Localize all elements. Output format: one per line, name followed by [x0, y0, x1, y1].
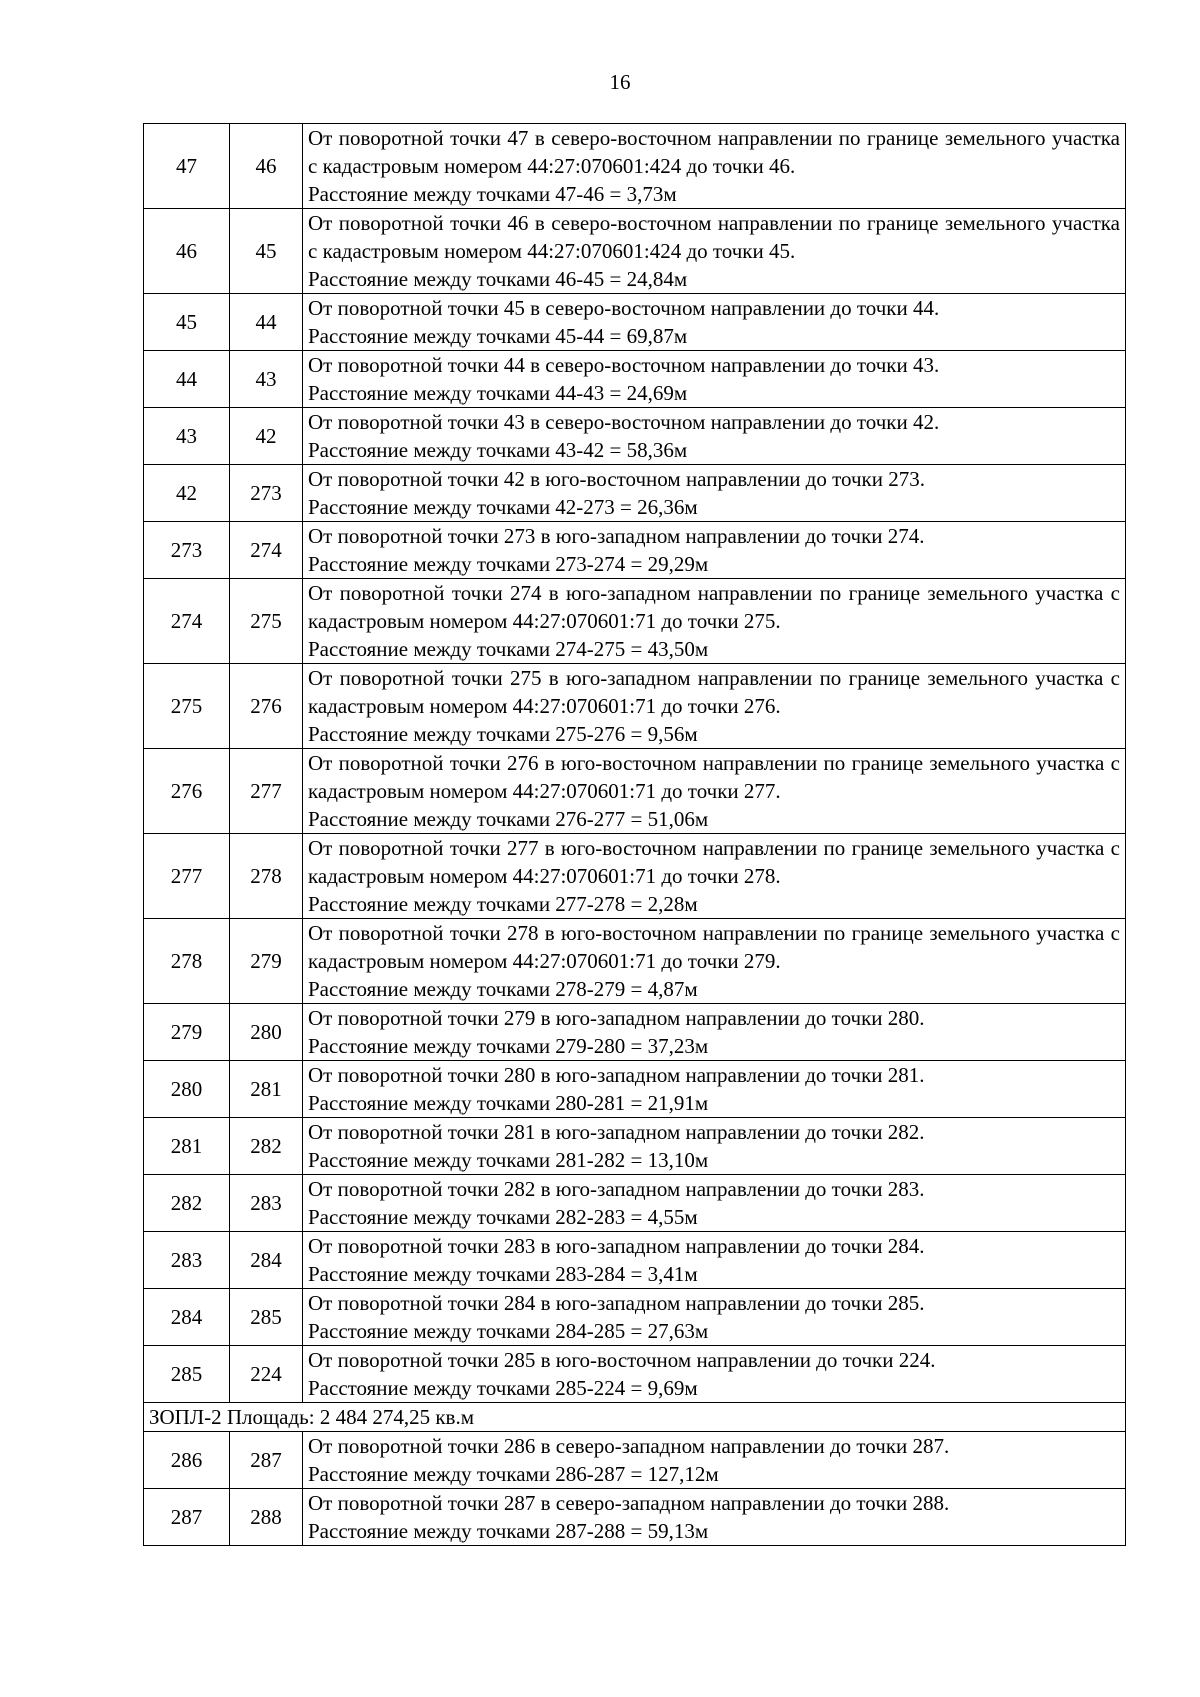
direction-text: От поворотной точки 287 в северо-западном направлении до точки 288.: [308, 1491, 950, 1515]
to-point-cell: 277: [230, 749, 303, 834]
to-point-cell: 42: [230, 408, 303, 465]
description-cell: [303, 522, 1126, 579]
table-row: [144, 124, 1126, 209]
distance-text: Расстояние между точками 280-281 = 21,91м: [308, 1091, 709, 1115]
distance-text: Расстояние между точками 43-42 = 58,36м: [308, 438, 688, 462]
from-point-cell: 43: [144, 408, 230, 465]
to-point-cell: 276: [230, 664, 303, 749]
to-point-cell: 283: [230, 1175, 303, 1232]
description-cell: [303, 1232, 1126, 1289]
distance-text: Расстояние между точками 284-285 = 27,63м: [308, 1319, 709, 1343]
table-row: [144, 749, 1126, 834]
from-point-cell: 44: [144, 351, 230, 408]
direction-text: От поворотной точки 280 в юго-западном направлении до точки 281.: [308, 1063, 925, 1087]
to-point-cell: 273: [230, 465, 303, 522]
direction-text: От поворотной точки 279 в юго-западном направлении до точки 280.: [308, 1006, 925, 1030]
table-row: [144, 1289, 1126, 1346]
distance-text: Расстояние между точками 44-43 = 24,69м: [308, 381, 688, 405]
from-point-cell: 287: [144, 1489, 230, 1546]
distance-text: Расстояние между точками 42-273 = 26,36м: [308, 495, 698, 519]
distance-text: Расстояние между точками 287-288 = 59,13м: [308, 1519, 709, 1543]
from-point-cell: 46: [144, 209, 230, 294]
table-row: [144, 1232, 1126, 1289]
from-point-cell: 280: [144, 1061, 230, 1118]
table-row: [144, 919, 1126, 1004]
boundary-table-body: [144, 124, 1126, 1546]
table-row: [144, 1118, 1126, 1175]
from-point-cell: 282: [144, 1175, 230, 1232]
table-row: [144, 408, 1126, 465]
description-cell: [303, 294, 1126, 351]
description-cell: [303, 351, 1126, 408]
from-point-cell: 274: [144, 579, 230, 664]
table-row: [144, 1004, 1126, 1061]
from-point-cell: 273: [144, 522, 230, 579]
description-cell: [303, 408, 1126, 465]
distance-text: Расстояние между точками 286-287 = 127,12м: [308, 1462, 719, 1486]
description-cell: [303, 465, 1126, 522]
distance-text: Расстояние между точками 46-45 = 24,84м: [308, 267, 688, 291]
from-point-cell: 45: [144, 294, 230, 351]
description-cell: [303, 1175, 1126, 1232]
table-row: [144, 351, 1126, 408]
distance-text: Расстояние между точками 285-224 = 9,69м: [308, 1376, 698, 1400]
description-cell: [303, 124, 1126, 209]
from-point-cell: 279: [144, 1004, 230, 1061]
table-row: [144, 465, 1126, 522]
to-point-cell: 281: [230, 1061, 303, 1118]
direction-text: От поворотной точки 42 в юго-восточном направлении до точки 273.: [308, 467, 925, 491]
direction-text: От поворотной точки 283 в юго-западном направлении до точки 284.: [308, 1234, 925, 1258]
direction-text: От поворотной точки 286 в северо-западном направлении до точки 287.: [308, 1434, 950, 1458]
description-cell: [303, 1432, 1126, 1489]
direction-text: От поворотной точки 44 в северо-восточном направлении до точки 43.: [308, 353, 940, 377]
description-cell: [303, 209, 1126, 294]
distance-text: Расстояние между точками 47-46 = 3,73м: [308, 182, 677, 206]
distance-text: Расстояние между точками 282-283 = 4,55м: [308, 1205, 698, 1229]
to-point-cell: 44: [230, 294, 303, 351]
distance-text: Расстояние между точками 281-282 = 13,10м: [308, 1148, 709, 1172]
distance-text: Расстояние между точками 275-276 = 9,56м: [308, 722, 698, 746]
direction-text: От поворотной точки 47 в северо-восточном направлении по границе земельного участка с кадастровым номером 44:27:070601:424 до точки 46.: [308, 126, 1120, 178]
direction-text: От поворотной точки 45 в северо-восточном направлении до точки 44.: [308, 296, 940, 320]
to-point-cell: 288: [230, 1489, 303, 1546]
direction-text: От поворотной точки 282 в юго-западном направлении до точки 283.: [308, 1177, 925, 1201]
table-row: [144, 1432, 1126, 1489]
distance-text: Расстояние между точками 278-279 = 4,87м: [308, 977, 698, 1001]
section-header-row: [144, 1403, 1126, 1432]
table-row: [144, 294, 1126, 351]
boundary-table: [143, 123, 1126, 1546]
description-cell: [303, 1061, 1126, 1118]
table-row: [144, 579, 1126, 664]
from-point-cell: 286: [144, 1432, 230, 1489]
from-point-cell: 283: [144, 1232, 230, 1289]
direction-text: От поворотной точки 276 в юго-восточном направлении по границе земельного участка с кадастровым номером 44:27:070601:71 до точки 277.: [308, 751, 1120, 803]
direction-text: От поворотной точки 278 в юго-восточном направлении по границе земельного участка с кадастровым номером 44:27:070601:71 до точки 279.: [308, 921, 1120, 973]
to-point-cell: 280: [230, 1004, 303, 1061]
description-cell: [303, 664, 1126, 749]
table-row: [144, 834, 1126, 919]
distance-text: Расстояние между точками 283-284 = 3,41м: [308, 1262, 698, 1286]
from-point-cell: 284: [144, 1289, 230, 1346]
from-point-cell: 42: [144, 465, 230, 522]
table-row: [144, 522, 1126, 579]
from-point-cell: 275: [144, 664, 230, 749]
description-cell: [303, 919, 1126, 1004]
direction-text: От поворотной точки 274 в юго-западном направлении по границе земельного участка с кадастровым номером 44:27:070601:71 до точки 275.: [308, 581, 1120, 633]
table-row: [144, 209, 1126, 294]
table-row: [144, 664, 1126, 749]
to-point-cell: 285: [230, 1289, 303, 1346]
to-point-cell: 278: [230, 834, 303, 919]
to-point-cell: 45: [230, 209, 303, 294]
direction-text: От поворотной точки 277 в юго-восточном направлении по границе земельного участка с кадастровым номером 44:27:070601:71 до точки 278.: [308, 836, 1120, 888]
description-cell: [303, 1004, 1126, 1061]
to-point-cell: 287: [230, 1432, 303, 1489]
description-cell: [303, 749, 1126, 834]
direction-text: От поворотной точки 285 в юго-восточном направлении до точки 224.: [308, 1348, 936, 1372]
from-point-cell: 47: [144, 124, 230, 209]
direction-text: От поворотной точки 281 в юго-западном направлении до точки 282.: [308, 1120, 925, 1144]
distance-text: Расстояние между точками 274-275 = 43,50м: [308, 637, 709, 661]
direction-text: От поворотной точки 43 в северо-восточном направлении до точки 42.: [308, 410, 940, 434]
section-title: ЗОПЛ-2 Площадь: 2 484 274,25 кв.м: [144, 1403, 1126, 1432]
table-row: [144, 1061, 1126, 1118]
to-point-cell: 284: [230, 1232, 303, 1289]
distance-text: Расстояние между точками 277-278 = 2,28м: [308, 892, 698, 916]
table-row: [144, 1175, 1126, 1232]
to-point-cell: 274: [230, 522, 303, 579]
distance-text: Расстояние между точками 273-274 = 29,29м: [308, 552, 709, 576]
distance-text: Расстояние между точками 45-44 = 69,87м: [308, 324, 688, 348]
to-point-cell: 279: [230, 919, 303, 1004]
distance-text: Расстояние между точками 276-277 = 51,06м: [308, 807, 709, 831]
description-cell: [303, 834, 1126, 919]
table-row: [144, 1346, 1126, 1403]
description-cell: [303, 1489, 1126, 1546]
from-point-cell: 278: [144, 919, 230, 1004]
to-point-cell: 282: [230, 1118, 303, 1175]
description-cell: [303, 1289, 1126, 1346]
distance-text: Расстояние между точками 279-280 = 37,23м: [308, 1034, 709, 1058]
description-cell: [303, 579, 1126, 664]
from-point-cell: 277: [144, 834, 230, 919]
direction-text: От поворотной точки 46 в северо-восточном направлении по границе земельного участка с кадастровым номером 44:27:070601:424 до точки 45.: [308, 211, 1120, 263]
table-row: [144, 1489, 1126, 1546]
page-number: 16: [609, 70, 631, 94]
direction-text: От поворотной точки 273 в юго-западном направлении до точки 274.: [308, 524, 925, 548]
to-point-cell: 224: [230, 1346, 303, 1403]
to-point-cell: 275: [230, 579, 303, 664]
direction-text: От поворотной точки 275 в юго-западном направлении по границе земельного участка с кадастровым номером 44:27:070601:71 до точки 276.: [308, 666, 1120, 718]
to-point-cell: 43: [230, 351, 303, 408]
direction-text: От поворотной точки 284 в юго-западном направлении до точки 285.: [308, 1291, 925, 1315]
to-point-cell: 46: [230, 124, 303, 209]
from-point-cell: 285: [144, 1346, 230, 1403]
description-cell: [303, 1118, 1126, 1175]
from-point-cell: 281: [144, 1118, 230, 1175]
description-cell: [303, 1346, 1126, 1403]
from-point-cell: 276: [144, 749, 230, 834]
